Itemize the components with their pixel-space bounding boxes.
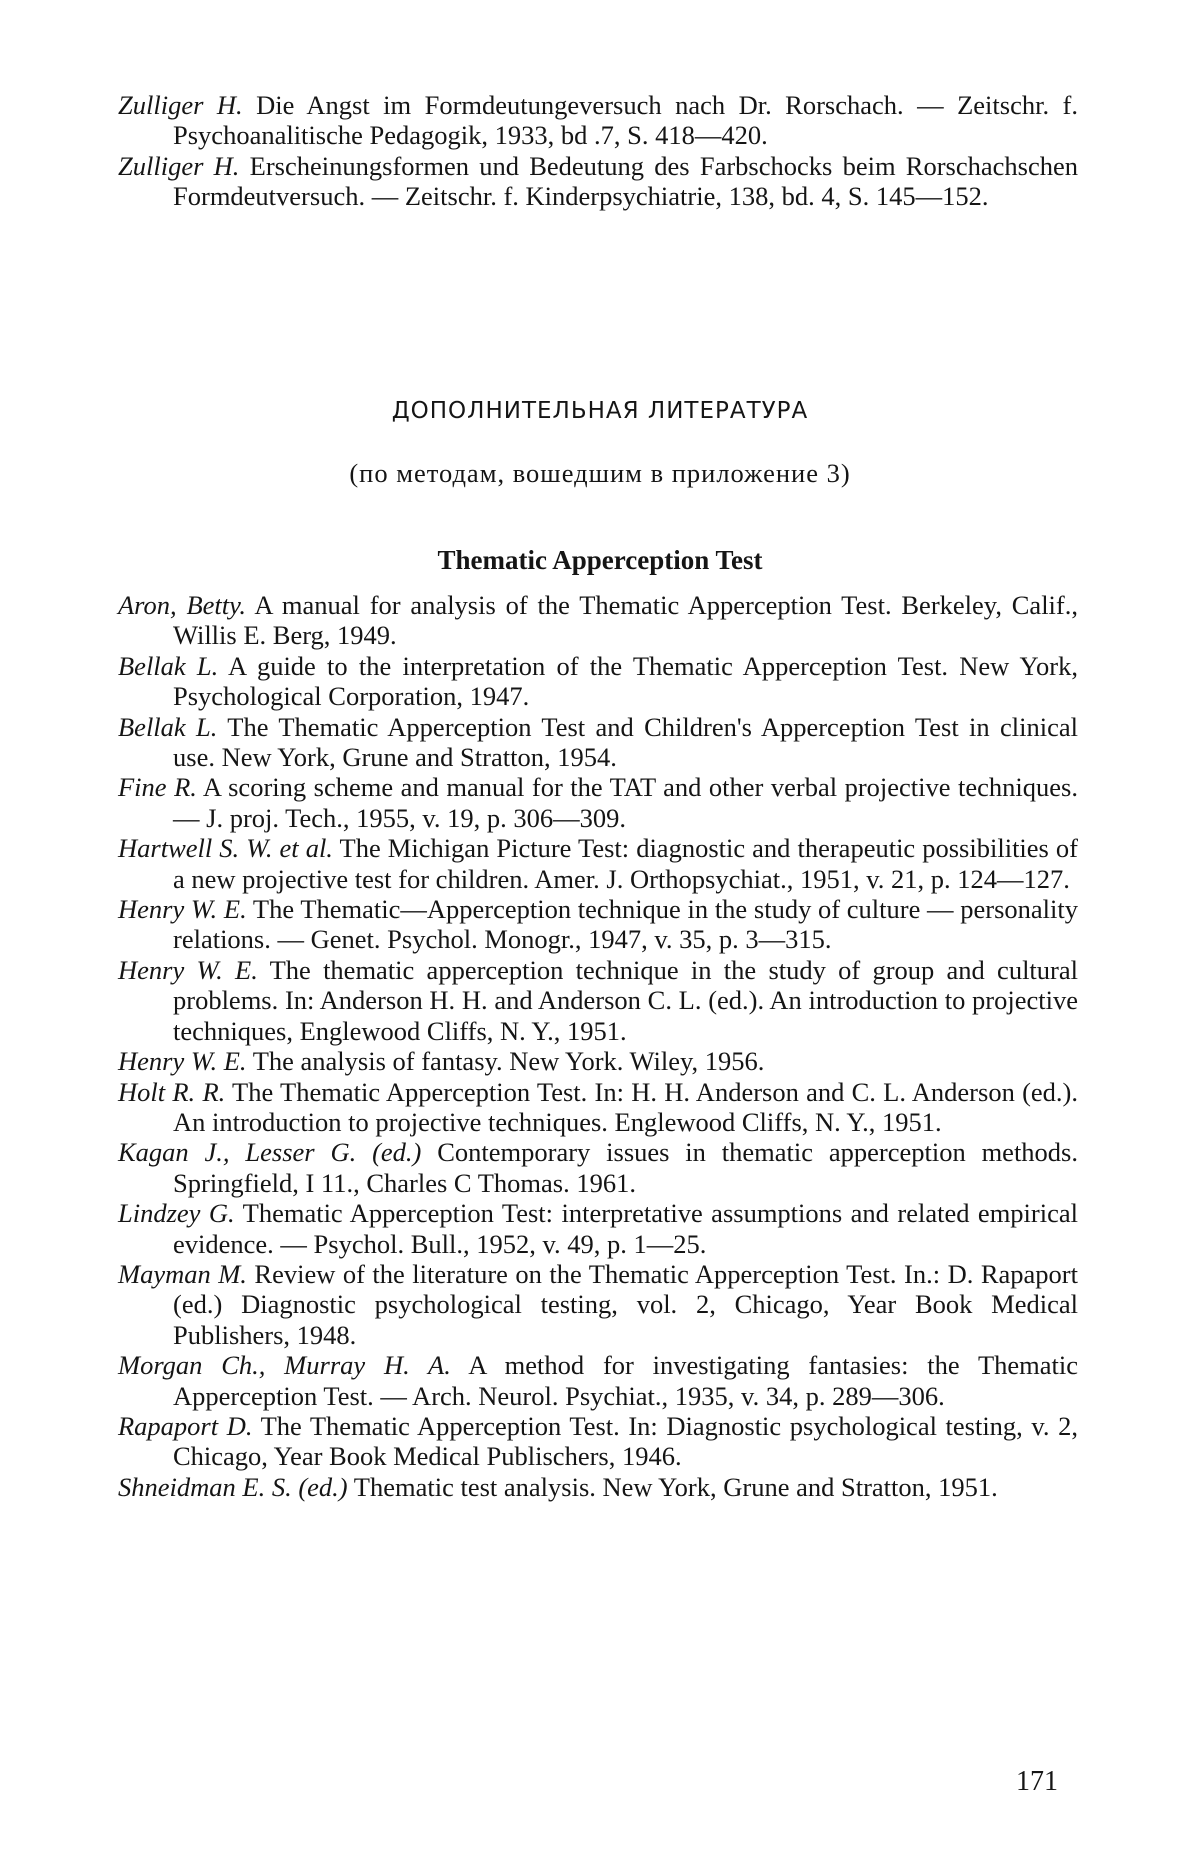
reference-author: Henry W. E.: [118, 954, 258, 985]
reference-author: Shneidman E. S. (ed.): [118, 1471, 348, 1502]
reference-entry: [118, 712, 1078, 773]
reference-author: Henry W. E.: [118, 894, 247, 925]
reference-author: Lindzey G.: [118, 1198, 235, 1229]
reference-entry: [118, 151, 1078, 212]
reference-text: Erscheinungsformen und Bedeutung des Farbschocks beim Rorschachschen Formdeutversuch. — Zeitschr. f. Kinderpsychiatrie, 138, bd. 4, S. 145—152.: [173, 150, 1078, 212]
reference-author: Kagan J., Lesser G. (ed.): [118, 1137, 422, 1168]
reference-text: The analysis of fantasy. New York. Wiley, 1956.: [246, 1046, 765, 1077]
reference-text: The Thematic Apperception Test and Children's Apperception Test in clinical use. New York, Grune and Stratton, 1954.: [173, 711, 1078, 773]
reference-author: Hartwell S. W. et al.: [118, 833, 333, 864]
reference-entry: [118, 894, 1078, 955]
section-title: ДОПОЛНИТЕЛЬНАЯ ЛИТЕРАТУРА: [391, 398, 809, 424]
reference-author: Holt R. R.: [118, 1076, 226, 1107]
page-number: 171: [1016, 1766, 1058, 1797]
reference-author: Fine R.: [118, 772, 197, 803]
reference-author: Zulliger H.: [118, 150, 240, 181]
reference-author: Bellak L.: [118, 650, 219, 681]
reference-author: Mayman M.: [118, 1258, 247, 1289]
reference-text: Thematic test analysis. New York, Grune and Stratton, 1951.: [347, 1471, 998, 1502]
subsection-title: Thematic Apperception Test: [437, 545, 763, 575]
section-subtitle: (по методам, вошедшим в приложение 3): [349, 458, 851, 488]
reference-author: Bellak L.: [118, 711, 218, 742]
reference-text: The Thematic Apperception Test. In: H. H. Anderson and C. L. Anderson (ed.). An introduction to projective techniques. Englewood Cliffs, N. Y., 1951.: [173, 1076, 1078, 1137]
reference-entry: [118, 1046, 1078, 1076]
reference-entry: [118, 1472, 1078, 1502]
reference-entry: [118, 90, 1078, 151]
reference-text: A manual for analysis of the Thematic Apperception Test. Berkeley, Calif., Willis E. Berg, 1949.: [173, 590, 1078, 651]
reference-entry: [118, 590, 1078, 651]
reference-entry: [118, 1137, 1078, 1198]
reference-list: [118, 590, 1078, 1502]
reference-text: Review of the literature on the Thematic Apperception Test. In.: D. Rapaport (ed.) Diagnostic psychological testing, vol. 2, Chicago, Year Book Medical Publishers, 1948.: [173, 1258, 1078, 1350]
top-reference-list: [118, 90, 1078, 212]
reference-text: The Michigan Picture Test: diagnostic and therapeutic possibilities of a new projective test for children. Amer. J. Orthopsychiat., 1951, v. 21, p. 124—127.: [173, 833, 1078, 894]
reference-entry: [118, 1259, 1078, 1350]
reference-author: Henry W. E.: [118, 1046, 247, 1077]
reference-entry: [118, 1350, 1078, 1411]
reference-text: A method for investigating fantasies: the Thematic Apperception Test. — Arch. Neurol. Psychiat., 1935, v. 34, p. 289—306.: [173, 1350, 1079, 1411]
reference-text: Contemporary issues in thematic apperception methods. Springfield, I 11., Charles C Thomas. 1961.: [173, 1137, 1078, 1198]
reference-text: A guide to the interpretation of the Thematic Apperception Test. New York, Psychological Corporation, 1947.: [173, 650, 1078, 712]
reference-text: A scoring scheme and manual for the TAT and other verbal projective techniques. — J. proj. Tech., 1955, v. 19, p. 306—309.: [173, 772, 1078, 833]
reference-entry: [118, 833, 1078, 894]
reference-author: Rapaport D.: [118, 1410, 253, 1441]
reference-author: Zulliger H.: [118, 90, 243, 120]
reference-text: The Thematic—Apperception technique in the study of culture — personality relations. — Genet. Psychol. Monogr., 1947, v. 35, p. 3—315.: [173, 894, 1078, 955]
reference-text: Die Angst im Formdeutungeversuch nach Dr. Rorschach. — Zeitschr. f. Psychoanalitische Pedagogik, 1933, bd .7, S. 418—420.: [173, 90, 1078, 151]
reference-entry: [118, 1411, 1078, 1472]
reference-entry: [118, 1198, 1078, 1259]
reference-entry: [118, 1077, 1078, 1138]
reference-entry: [118, 955, 1078, 1046]
reference-author: Aron, Betty.: [118, 590, 247, 620]
reference-text: Thematic Apperception Test: interpretative assumptions and related empirical evidence. — Psychol. Bull., 1952, v. 49, p. 1—25.: [173, 1198, 1078, 1259]
reference-entry: [118, 772, 1078, 833]
reference-text: The Thematic Apperception Test. In: Diagnostic psychological testing, v. 2, Chicago, Year Book Medical Publischers, 1946.: [173, 1410, 1078, 1472]
reference-text: The thematic apperception technique in the study of group and cultural problems. In: Anderson H. H. and Anderson C. L. (ed.). An introduction to projective techniques, Englewood Cliffs, N. Y., 1951.: [173, 954, 1078, 1046]
reference-author: Morgan Ch., Murray H. A.: [118, 1350, 451, 1381]
reference-entry: [118, 651, 1078, 712]
